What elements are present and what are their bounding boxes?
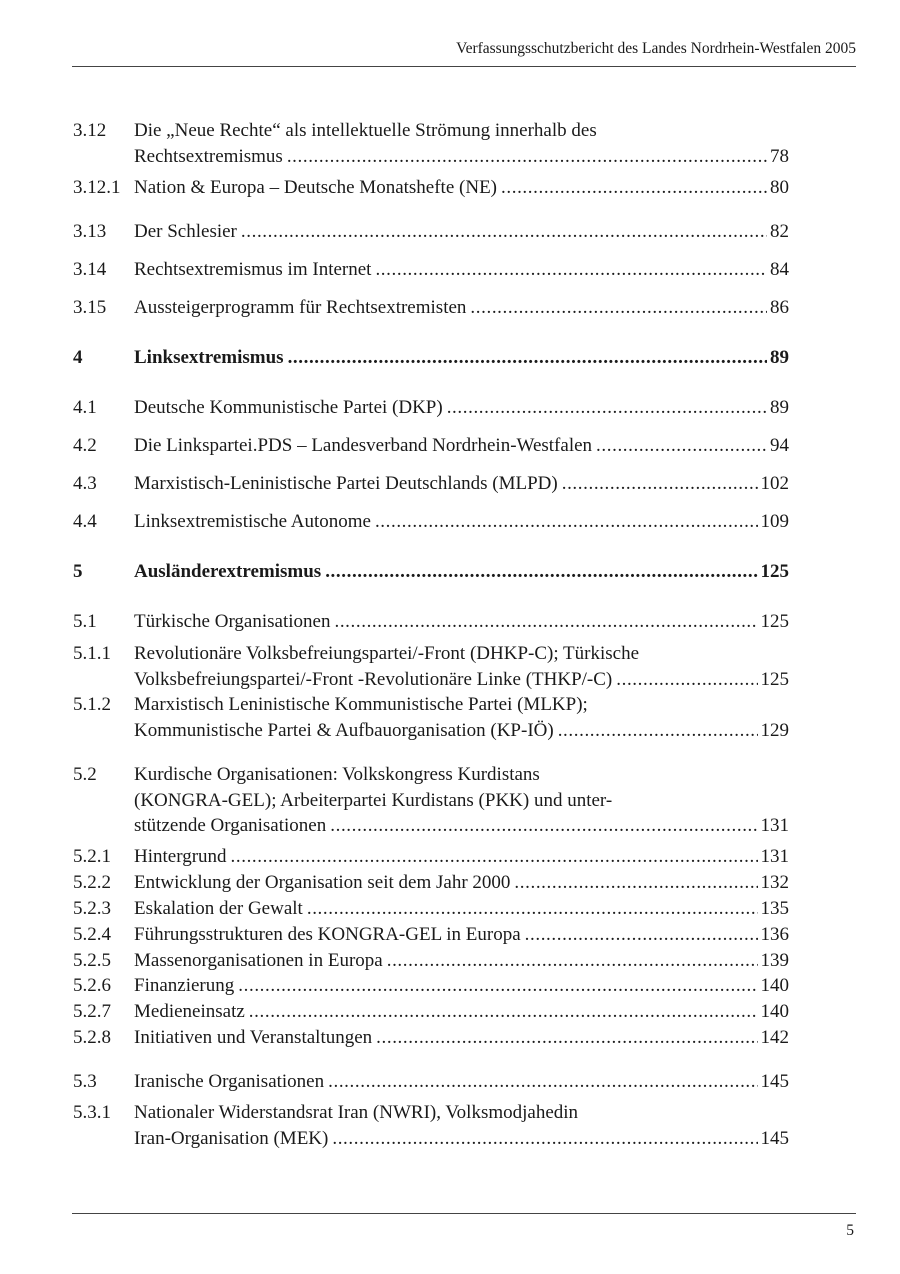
toc-entry-title: Medieneinsatz [134,1001,245,1022]
toc-entry-number: 3.13 [73,221,107,242]
toc-entry-line [134,922,789,948]
dot-leader [525,922,758,948]
toc-entry-title: Rechtsextremismus im Internet [134,259,372,280]
toc-entry-page: 89 [770,347,789,368]
dot-leader [238,973,757,999]
toc-entry-title: (KONGRA-GEL); Arbeiterpartei Kurdistans (PKK) und unter- [134,789,613,811]
toc-entry-number: 4.3 [73,473,97,494]
toc-entry-number: 5.1.2 [73,694,111,715]
toc-entry-line [134,175,789,201]
toc-entry-page: 140 [760,975,789,996]
toc-entry-title: Kurdische Organisationen: Volkskongress Kurdistans [134,764,540,785]
toc-entry-title: Die Linkspartei.PDS – Landesverband Nordrhein-Westfalen [134,435,593,456]
toc-entry [73,118,789,169]
toc-entry-line [134,1069,789,1095]
toc-entry-title: Linksextremistische Autonome [134,511,371,532]
toc-entry-title: Linksextremismus [134,347,284,368]
toc-entry-title: stützende Organisationen [134,815,327,837]
toc-entry-line [134,870,789,896]
toc-entry-number: 5.2.4 [73,924,111,945]
toc-entry-line [134,667,789,693]
toc-entry-title: Eskalation der Gewalt [134,898,303,919]
toc-entry-number: 4.1 [73,397,97,418]
toc-entry-page: 125 [760,611,789,632]
dot-leader [376,1025,757,1051]
toc-entry-number: 3.12.1 [73,177,121,198]
toc-entry-line [134,471,789,497]
toc-entry-number: 5.2.5 [73,950,111,971]
toc-entry-page: 86 [770,297,789,318]
dot-leader [325,559,757,585]
toc-entry-number: 5.2.6 [73,975,111,996]
toc-entry-page: 94 [770,435,789,456]
toc-entry-number: 4 [73,347,83,368]
toc-entry-number: 5.2.8 [73,1027,111,1048]
toc-entry-page: 136 [760,924,789,945]
dot-leader [562,471,758,497]
toc-entry-line [134,295,789,321]
toc-entry-line [134,1126,789,1152]
dot-leader [334,609,757,635]
toc-entry [73,609,789,635]
toc-entry [73,896,789,922]
toc-entry-line [134,788,789,814]
toc-entry-page: 80 [770,177,789,198]
toc-entry-page: 142 [760,1027,789,1048]
toc-entry-number: 5.3 [73,1071,97,1092]
dot-leader [514,870,757,896]
dot-leader [328,1069,757,1095]
dot-leader [231,844,758,870]
toc-entry [73,1025,789,1051]
toc-entry-title: Deutsche Kommunistische Partei (DKP) [134,397,443,418]
toc-entry-page: 109 [760,511,789,532]
toc-entry [73,175,789,201]
toc-entry [73,870,789,896]
toc-entry-page: 78 [770,145,789,167]
toc-entry [73,641,789,692]
toc-entry [73,395,789,421]
toc-entry [73,257,789,283]
dot-leader [470,295,767,321]
toc-entry-title: Marxistisch Leninistische Kommunistische Partei (MLKP); [134,694,588,715]
toc-entry-page: 129 [760,719,789,741]
toc-entry-line [134,609,789,635]
toc-entry-title: Aussteigerprogramm für Rechtsextremisten [134,297,467,318]
toc-entry [73,471,789,497]
toc-entry-page: 140 [760,1001,789,1022]
toc-entry [73,973,789,999]
dot-leader [288,345,767,371]
toc-entry-page: 145 [760,1071,789,1092]
dot-leader [241,219,767,245]
dot-leader [287,144,767,170]
toc-entry-line [134,896,789,922]
toc-entry-line [134,999,789,1025]
toc-entry-line [134,692,789,718]
toc-entry-number: 5 [73,561,83,582]
toc-entry-line [134,395,789,421]
toc-entry-page: 135 [760,898,789,919]
header-rule [72,66,856,67]
toc-entry [73,433,789,459]
toc-entry-title: Iranische Organisationen [134,1071,325,1092]
toc-entry-line [134,509,789,535]
toc-entry-number: 4.2 [73,435,97,456]
dot-leader [501,175,767,201]
toc-entry-number: 5.2.1 [73,846,111,867]
toc-entry [73,345,789,371]
toc-entry-title: Rechtsextremismus [134,145,283,167]
toc-entry-line [134,345,789,371]
toc-entry-page: 132 [760,872,789,893]
toc-entry-title: Finanzierung [134,975,235,996]
toc-entry-title: Entwicklung der Organisation seit dem Jahr 2000 [134,872,511,893]
toc-entry-line [134,257,789,283]
toc-entry-title: Der Schlesier [134,221,237,242]
toc-entry-number: 3.14 [73,259,107,280]
toc-entry [73,509,789,535]
dot-leader [558,718,758,744]
dot-leader [375,257,767,283]
toc-entry-number: 5.2.2 [73,872,111,893]
toc-entry-title: Türkische Organisationen [134,611,331,632]
toc-entry-line [134,973,789,999]
toc-entry-line [134,1100,789,1126]
toc-entry-title: Nation & Europa – Deutsche Monatshefte (NE) [134,177,498,198]
toc-entry-title: Ausländerextremismus [134,561,322,582]
toc-entry-page: 145 [760,1127,789,1149]
dot-leader [596,433,767,459]
toc-entry-number: 5.2 [73,764,97,785]
toc-entry-page: 84 [770,259,789,280]
dot-leader [332,1126,757,1152]
dot-leader [375,509,758,535]
toc-entry-number: 5.2.3 [73,898,111,919]
toc-entry-line [134,144,789,170]
toc-entry-title: Kommunistische Partei & Aufbauorganisation (KP-IÖ) [134,719,554,741]
toc-entry-title: Marxistisch-Leninistische Partei Deutschlands (MLPD) [134,473,558,494]
dot-leader [330,813,757,839]
toc-entry-title: Hintergrund [134,846,227,867]
toc-entry [73,692,789,743]
toc-entry-page: 125 [760,561,789,582]
toc-entry-title: Iran-Organisation (MEK) [134,1127,329,1149]
toc-entry-line [134,559,789,585]
toc-entry [73,922,789,948]
toc-entry-title: Massenorganisationen in Europa [134,950,383,971]
toc-entry [73,844,789,870]
toc-entry [73,219,789,245]
toc-entry-title: Revolutionäre Volksbefreiungspartei/-Front (DHKP-C); Türkische [134,643,640,664]
toc-entry-page: 131 [760,815,789,837]
dot-leader [249,999,758,1025]
toc-entry-title: Die „Neue Rechte“ als intellektuelle Strömung innerhalb des [134,120,597,141]
toc-entry [73,948,789,974]
toc-entry-number: 5.2.7 [73,1001,111,1022]
toc-entry-page: 89 [770,397,789,418]
toc-entry-line [134,762,789,788]
toc-entry-line [134,433,789,459]
toc-entry-line [134,813,789,839]
toc-entry-line [134,844,789,870]
toc-entry-title: Volksbefreiungspartei/-Front -Revolutionäre Linke (THKP/-C) [134,668,613,690]
running-header: Verfassungsschutzbericht des Landes Nordrhein-Westfalen 2005 [456,40,856,57]
footer-rule [72,1213,856,1214]
toc-entry-line [134,1025,789,1051]
toc-entry-number: 4.4 [73,511,97,532]
toc-entry [73,762,789,839]
toc-entry-page: 131 [760,846,789,867]
toc-entry-page: 125 [760,668,789,690]
toc-entry [73,295,789,321]
toc-entry [73,1069,789,1095]
toc-entry-line [134,718,789,744]
toc-entry-title: Nationaler Widerstandsrat Iran (NWRI), Volksmodjahedin [134,1102,579,1123]
toc-entry [73,999,789,1025]
toc-entry-page: 102 [760,473,789,494]
dot-leader [447,395,767,421]
toc-entry-line [134,948,789,974]
toc-entry [73,559,789,585]
toc-entry-number: 3.12 [73,120,107,141]
dot-leader [616,667,757,693]
toc-entry-number: 5.3.1 [73,1102,111,1123]
toc-entry-title: Initiativen und Veranstaltungen [134,1027,373,1048]
toc-entry-number: 5.1 [73,611,97,632]
dot-leader [307,896,758,922]
toc-entry-page: 139 [760,950,789,971]
toc-entry-line [134,219,789,245]
toc-entry-number: 5.1.1 [73,643,111,664]
toc-entry-page: 82 [770,221,789,242]
dot-leader [387,948,758,974]
toc-entry [73,1100,789,1151]
toc-entry-line [134,118,789,144]
toc-entry-line [134,641,789,667]
page-number: 5 [846,1222,854,1239]
toc-entry-title: Führungsstrukturen des KONGRA-GEL in Europa [134,924,521,945]
toc-entry-number: 3.15 [73,297,107,318]
